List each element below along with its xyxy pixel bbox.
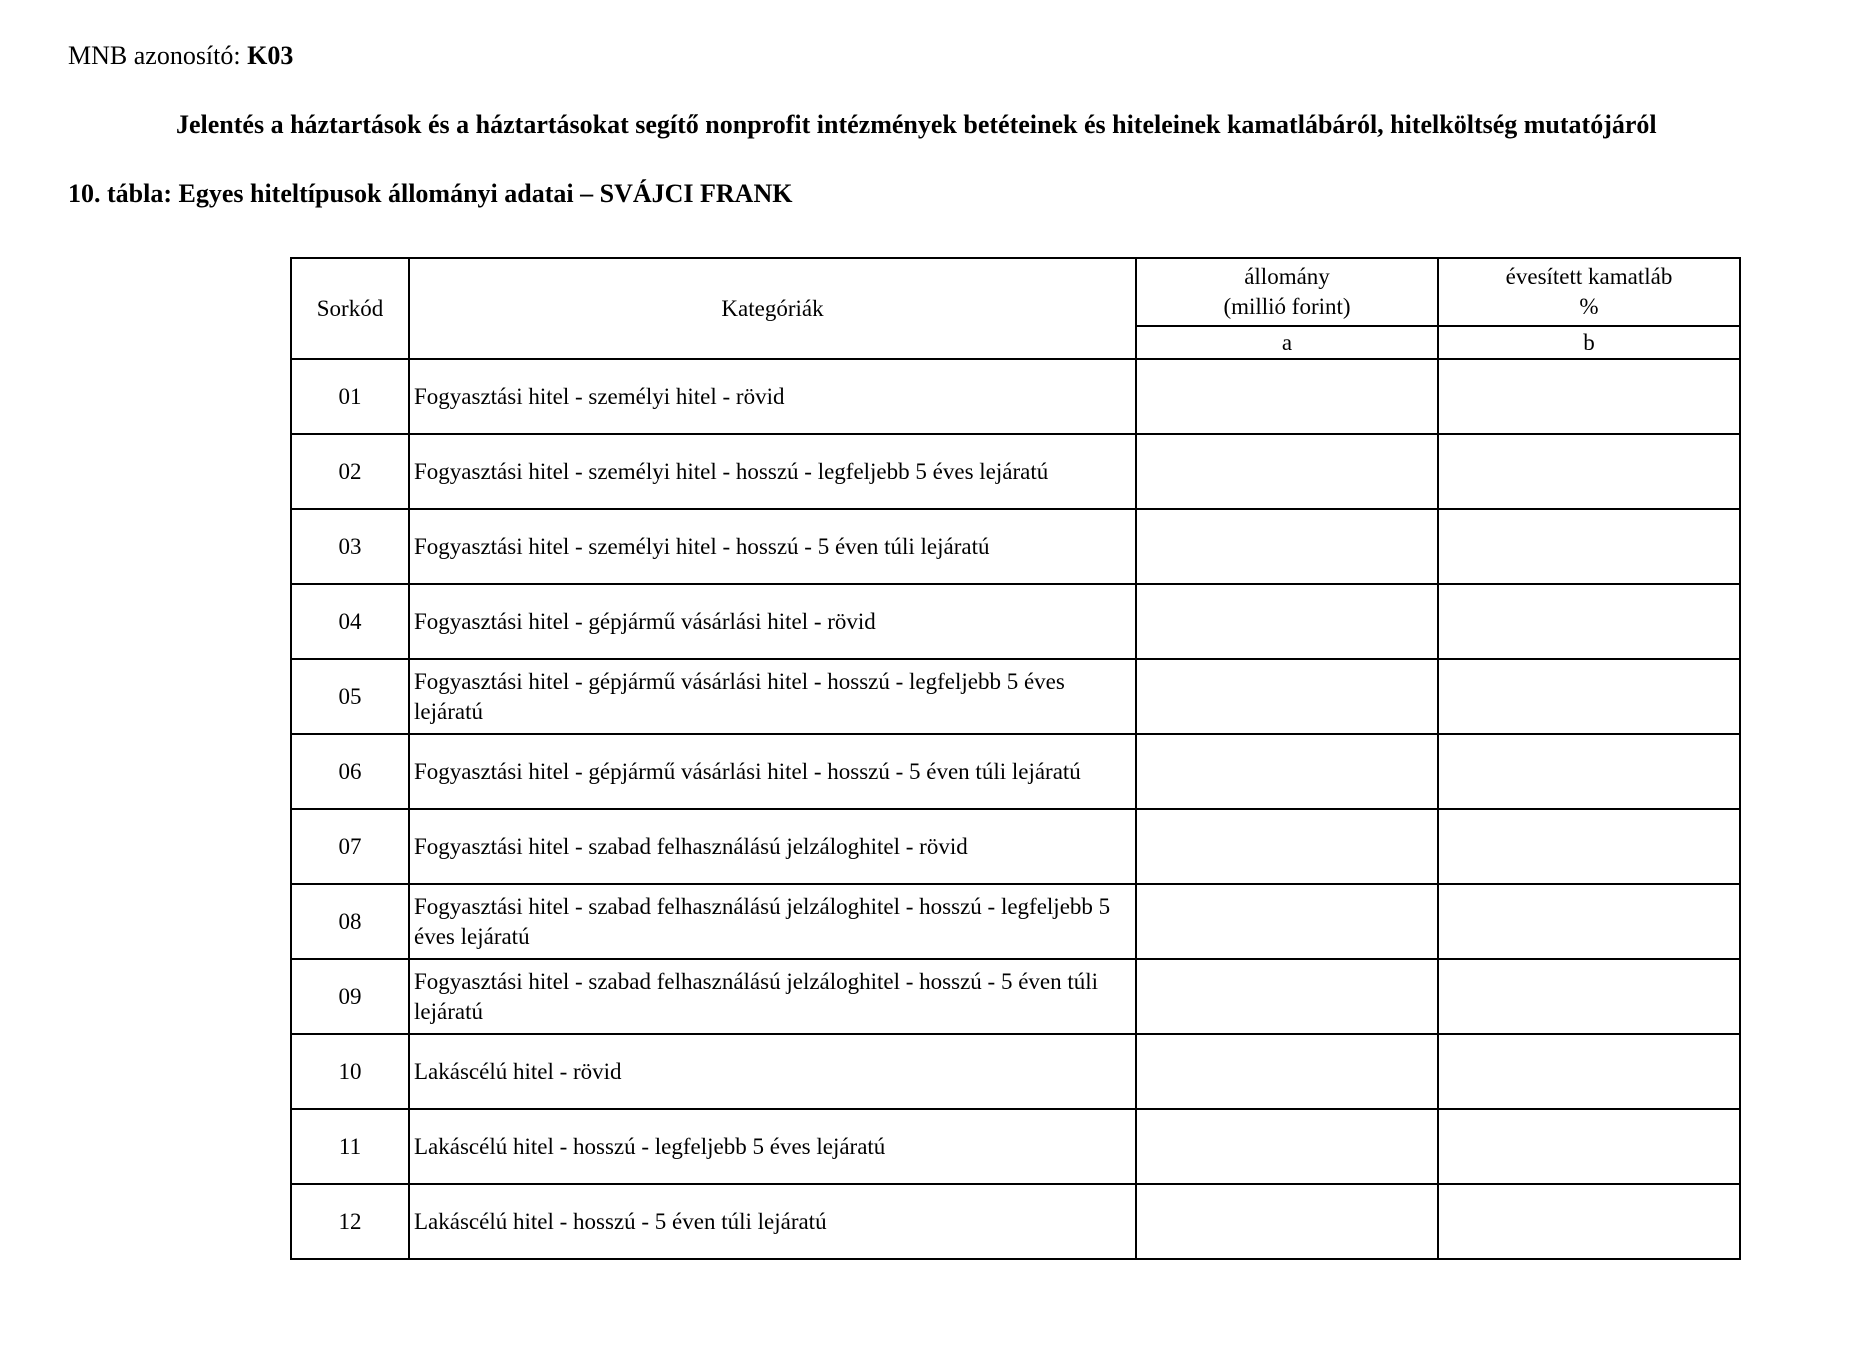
row-code: 02 [291,434,409,509]
row-category: Fogyasztási hitel - személyi hitel - hosszú - legfeljebb 5 éves lejáratú [409,434,1136,509]
column-letter-b: b [1438,326,1740,359]
row-value-b[interactable] [1438,1184,1740,1259]
header-kamatlab-line2: % [1579,294,1599,319]
row-value-b[interactable] [1438,359,1740,434]
row-value-b[interactable] [1438,959,1740,1034]
report-title: Jelentés a háztartások és a háztartásokat segítő nonprofit intézmények betéteinek és hiteleinek kamatlábáról, hitelköltség mutatójáról [176,110,1657,139]
row-value-a[interactable] [1136,659,1438,734]
header-allomany [1136,258,1438,326]
header-allomany-line1: állomány [1244,264,1330,289]
row-category: Fogyasztási hitel - gépjármű vásárlási hitel - hosszú - legfeljebb 5 éves lejáratú [409,659,1136,734]
row-category: Fogyasztási hitel - gépjármű vásárlási hitel - rövid [409,584,1136,659]
row-code: 11 [291,1109,409,1184]
row-code: 07 [291,809,409,884]
header-kamatlab-line1: évesített kamatláb [1505,264,1673,289]
row-code: 05 [291,659,409,734]
row-value-a[interactable] [1136,959,1438,1034]
mnb-identifier [68,40,293,72]
row-category: Fogyasztási hitel - szabad felhasználású jelzáloghitel - rövid [409,809,1136,884]
row-category: Fogyasztási hitel - szabad felhasználású jelzáloghitel - hosszú - legfeljebb 5 éves lejáratú [409,884,1136,959]
column-letter-a: a [1136,326,1438,359]
row-value-b[interactable] [1438,659,1740,734]
row-value-a[interactable] [1136,359,1438,434]
mnb-label: MNB azonosító: [68,41,248,70]
table-row [291,359,1740,434]
data-table [290,257,1741,1260]
row-code: 04 [291,584,409,659]
row-category: Lakáscélú hitel - rövid [409,1034,1136,1109]
row-value-a[interactable] [1136,584,1438,659]
row-code: 12 [291,1184,409,1259]
row-value-b[interactable] [1438,884,1740,959]
row-code: 06 [291,734,409,809]
row-value-b[interactable] [1438,1034,1740,1109]
row-value-a[interactable] [1136,884,1438,959]
table-row [291,809,1740,884]
row-category: Fogyasztási hitel - szabad felhasználású jelzáloghitel - hosszú - 5 éven túli lejáratú [409,959,1136,1034]
row-value-a[interactable] [1136,1184,1438,1259]
row-value-b[interactable] [1438,509,1740,584]
header-allomany-line2: (millió forint) [1223,294,1351,319]
table-row [291,584,1740,659]
table-title: 10. tábla: Egyes hiteltípusok állományi adatai – SVÁJCI FRANK [68,179,793,208]
row-category: Lakáscélú hitel - hosszú - 5 éven túli lejáratú [409,1184,1136,1259]
row-category: Fogyasztási hitel - személyi hitel - rövid [409,359,1136,434]
table-row [291,884,1740,959]
table-row [291,1109,1740,1184]
row-category: Lakáscélú hitel - hosszú - legfeljebb 5 éves lejáratú [409,1109,1136,1184]
table-row [291,1034,1740,1109]
row-value-a[interactable] [1136,809,1438,884]
header-kategoriak: Kategóriák [409,258,1136,359]
row-category: Fogyasztási hitel - személyi hitel - hosszú - 5 éven túli lejáratú [409,509,1136,584]
header-sorkod: Sorkód [291,258,409,359]
table-row [291,959,1740,1034]
row-value-b[interactable] [1438,734,1740,809]
row-value-a[interactable] [1136,434,1438,509]
row-code: 03 [291,509,409,584]
row-value-b[interactable] [1438,434,1740,509]
table-row [291,734,1740,809]
row-code: 01 [291,359,409,434]
row-value-a[interactable] [1136,734,1438,809]
row-code: 08 [291,884,409,959]
header-kamatlab [1438,258,1740,326]
row-value-b[interactable] [1438,1109,1740,1184]
row-code: 10 [291,1034,409,1109]
row-value-b[interactable] [1438,809,1740,884]
table-row [291,1184,1740,1259]
header-row [291,258,1740,326]
table-row [291,659,1740,734]
row-value-a[interactable] [1136,1109,1438,1184]
row-code: 09 [291,959,409,1034]
mnb-code: K03 [247,41,294,70]
row-category: Fogyasztási hitel - gépjármű vásárlási hitel - hosszú - 5 éven túli lejáratú [409,734,1136,809]
table-row [291,434,1740,509]
row-value-b[interactable] [1438,584,1740,659]
row-value-a[interactable] [1136,1034,1438,1109]
table-row [291,509,1740,584]
row-value-a[interactable] [1136,509,1438,584]
